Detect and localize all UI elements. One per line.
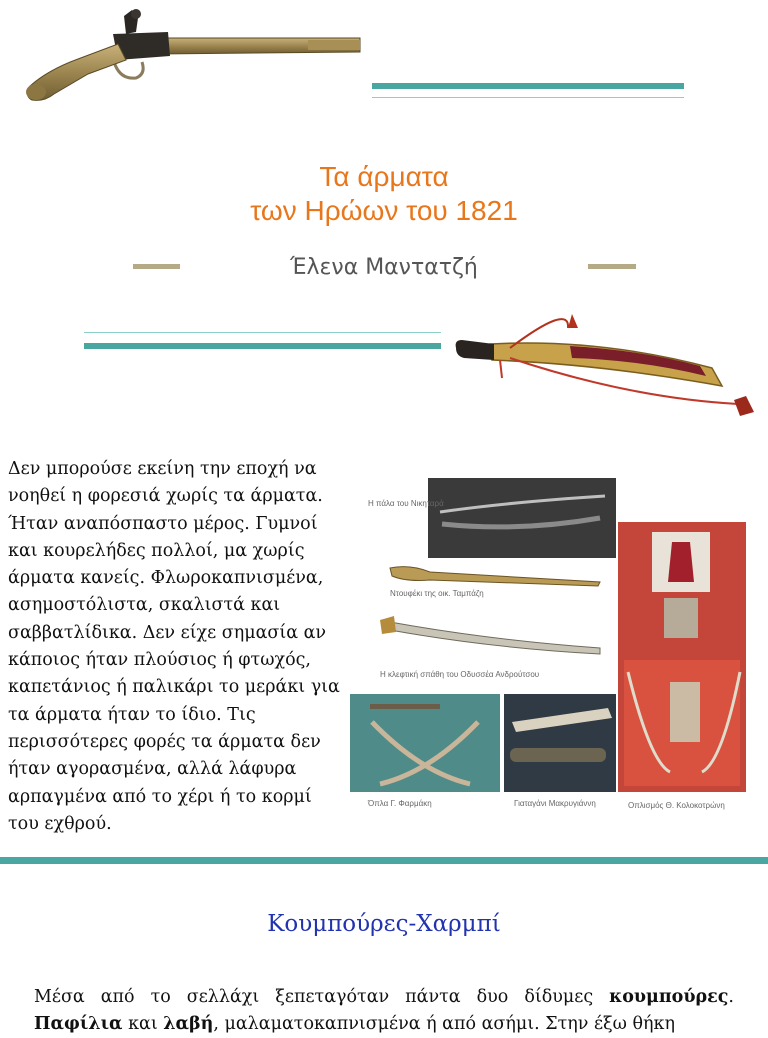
caption-nikitaras: Η πάλα του Νικηταρά xyxy=(368,499,444,508)
paragraph-text: , μαλαματοκαπνισμένα ή από ασήμι. Στην έξω θήκη xyxy=(213,1014,675,1034)
bold-term: Παφίλια xyxy=(34,1014,123,1034)
caption-kolokotronis: Οπλισμός Θ. Κολοκοτρώνη xyxy=(628,801,725,810)
title-line-2: των Ηρώων του 1821 xyxy=(250,195,518,226)
caption-androutsos: Η κλεφτική σπάθη του Οδυσσέα Ανδρούτσου xyxy=(380,670,540,679)
weapons-collage-image xyxy=(350,472,768,818)
paragraph-text: . xyxy=(728,987,734,1007)
decorative-line xyxy=(372,83,684,89)
intro-paragraph: Δεν μπορούσε εκείνη την εποχή να νοηθεί η φορεσιά χωρίς τα άρματα. Ήταν αναπόσπαστο μέρος. Γυμνοί και κουρελήδες πολλοί, μα χωρίς άρματα κανείς. Φλωροκαπνισμένα, ασημοστόλιστα, σκαλιστά και σαββατλίδικα. Δεν είχε σημασία αν κάποιος ήταν πλούσιος ή φτωχός, καπετάνιος ή παλικάρι το μεράκι για τα άρματα ήταν το ίδιο. Τις περισσότερες φορές τα άρματα δεν ήταν αγορασμένα, αλλά λάφυρα αρπαγμένα από το χέρι ή το κορμί του εχθρού. xyxy=(8,459,340,834)
caption-makrygiannis: Γιαταγάνι Μακρυγιάννη xyxy=(514,799,596,808)
bold-term: κουμπούρες xyxy=(609,987,729,1007)
decorative-line xyxy=(372,97,684,98)
section-divider xyxy=(0,857,768,864)
decorative-dash xyxy=(588,264,636,269)
caption-farmakis: Όπλα Γ. Φαρμάκη xyxy=(368,799,432,808)
paragraph-text: Μέσα από το σελλάχι ξεπεταγόταν πάντα δυο δίδυμες xyxy=(34,987,610,1007)
title-line-1: Τα άρματα xyxy=(319,161,449,192)
paragraph-text: και xyxy=(122,1014,164,1034)
caption-tampakis: Ντουφέκι της οικ. Ταμπάζη xyxy=(390,589,484,598)
section-paragraph xyxy=(34,984,734,1038)
yataghan-sword-image xyxy=(450,308,760,428)
decorative-line xyxy=(84,332,441,333)
svg-text:Η πάλα του Νικηταρά xyxy=(368,499,444,508)
author-name: Έλενα Μαντατζή xyxy=(290,255,478,280)
bold-term: λαβή xyxy=(163,1014,214,1034)
flintlock-pistol-image xyxy=(18,4,363,104)
page-title xyxy=(0,160,768,228)
section-heading: Κουμπούρες-Χαρμπί xyxy=(267,911,501,937)
decorative-line xyxy=(84,343,441,349)
makrygiannis-yataghan-photo xyxy=(504,694,616,792)
